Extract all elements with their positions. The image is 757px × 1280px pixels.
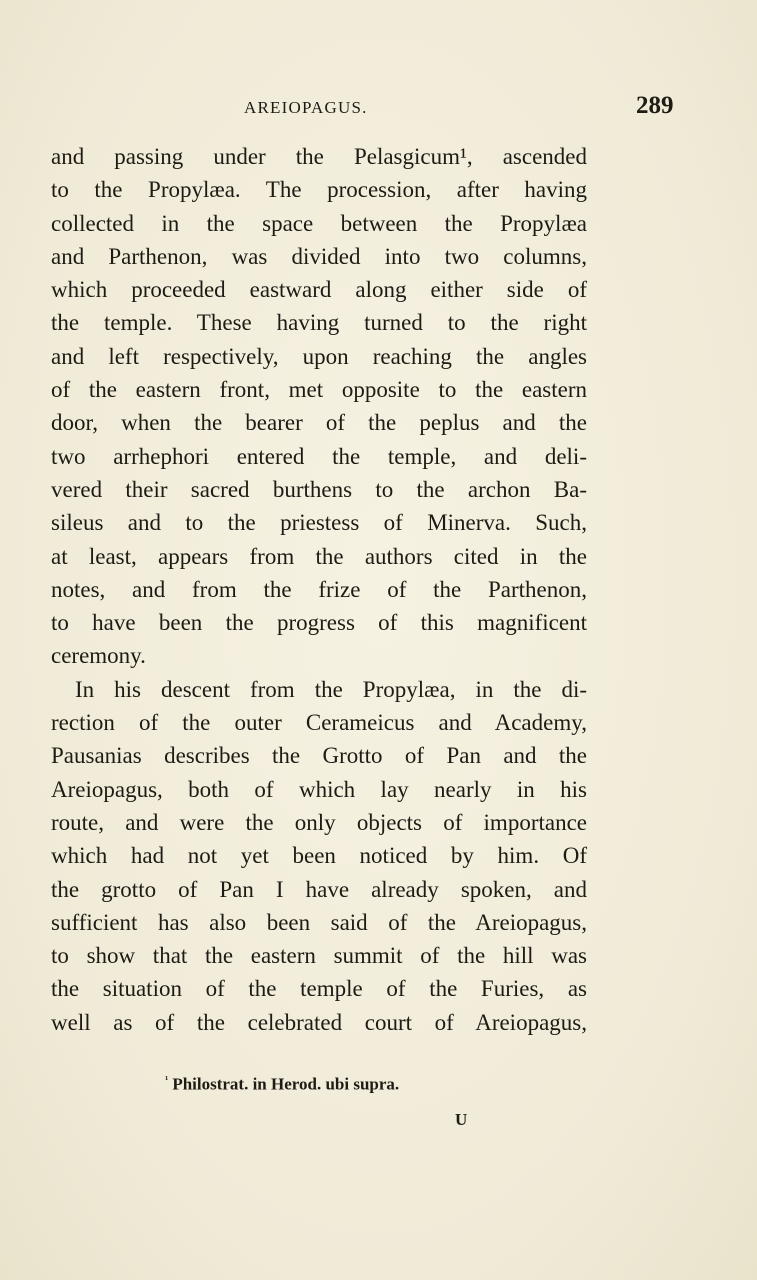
running-head — [0, 92, 757, 128]
text-line: and passing under the Pelasgicum¹, ascended — [51, 144, 587, 169]
text-line: route, and were the only objects of importance — [51, 809, 587, 835]
text-line: collected in the space between the Propylæa — [51, 210, 587, 236]
text-line: sileus and to the priestess of Minerva. Such, — [51, 510, 587, 536]
text-line: well as of the celebrated court of Areiopagus, — [51, 1009, 587, 1035]
footnote — [165, 1074, 399, 1095]
text-line: which had not yet been noticed by him. Of — [51, 843, 587, 869]
text-line: the grotto of Pan I have already spoken, and — [51, 876, 587, 902]
text-line: vered their sacred burthens to the archon Ba- — [51, 476, 587, 502]
paragraph-end-line: ceremony. — [51, 643, 146, 669]
text-line: to the Propylæa. The procession, after having — [51, 177, 587, 203]
text-line: rection of the outer Cerameicus and Academy, — [51, 710, 587, 736]
footnote-text: Philostrat. in Herod. ubi supra. — [172, 1074, 400, 1094]
text-line: notes, and from the frize of the Parthenon, — [51, 576, 587, 602]
text-line: the temple. These having turned to the right — [51, 310, 587, 336]
text-line: door, when the bearer of the peplus and the — [51, 410, 587, 436]
text-line: sufficient has also been said of the Areiopagus, — [51, 909, 587, 935]
text-line: of the eastern front, met opposite to the eastern — [51, 377, 587, 403]
signature-mark: U — [455, 1110, 468, 1129]
text-line: Pausanias describes the Grotto of Pan and the — [51, 743, 587, 769]
text-line: the situation of the temple of the Furies, as — [51, 976, 587, 1002]
text-line: to have been the progress of this magnificent — [51, 610, 587, 636]
body-text — [51, 140, 587, 1039]
paragraph-start-line: In his descent from the Propylæa, in the di- — [75, 676, 587, 702]
text-line: Areiopagus, both of which lay nearly in his — [51, 776, 587, 802]
text-line: and left respectively, upon reaching the angles — [51, 343, 587, 369]
page-number: 289 — [636, 92, 674, 119]
text-line: at least, appears from the authors cited in the — [51, 543, 587, 569]
running-title: AREIOPAGUS. — [244, 98, 368, 117]
text-line: two arrhephori entered the temple, and deli- — [51, 443, 587, 469]
text-line: to show that the eastern summit of the hill was — [51, 943, 587, 969]
footnote-marker: ¹ — [165, 1074, 169, 1086]
text-line: and Parthenon, was divided into two columns, — [51, 243, 587, 269]
text-line: which proceeded eastward along either side of — [51, 277, 587, 303]
